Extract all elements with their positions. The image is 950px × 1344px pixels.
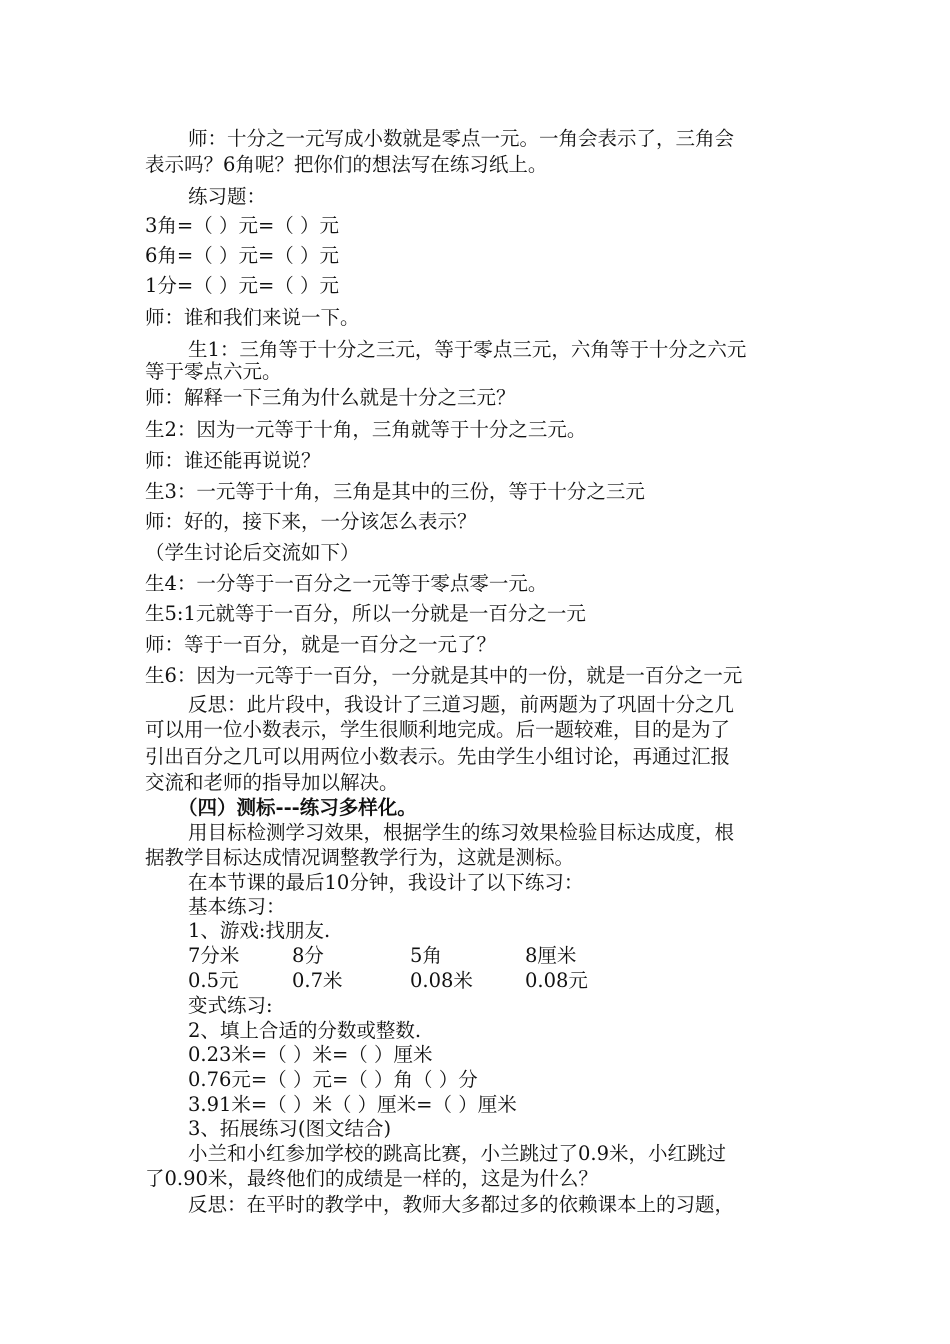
dialogue-line: 师：谁和我们来说一下。	[145, 306, 360, 329]
paragraph-line: 了0.90米，最终他们的成绩是一样的，这是为什么？	[145, 1167, 598, 1190]
exercise-line: 3角=（ ）元=（ ）元	[145, 214, 339, 237]
paragraph-line: 练习题：	[188, 185, 267, 208]
dialogue-line: 师：等于一百分，就是一百分之一元了？	[145, 633, 497, 656]
section-heading: （四）测标---练习多样化。	[178, 796, 417, 819]
reflection-line: 交流和老师的指导加以解决。	[145, 771, 399, 794]
dialogue-line: 师：好的，接下来，一分该怎么表示？	[145, 510, 477, 533]
dialogue-line: 生2：因为一元等于十角，三角就等于十分之三元。	[145, 418, 587, 441]
exercise-line: 6角=（ ）元=（ ）元	[145, 244, 339, 267]
reflection-line: 引出百分之几可以用两位小数表示。先由学生小组讨论，再通过汇报	[145, 745, 731, 768]
friends-cell: 8分	[292, 944, 324, 967]
exercise-title: 1、游戏:找朋友.	[188, 919, 331, 942]
dialogue-line: （学生讨论后交流如下）	[145, 541, 360, 564]
exercise-title: 3、拓展练习(图文结合)	[188, 1117, 392, 1140]
paragraph-line: 小兰和小红参加学校的跳高比赛，小兰跳过了0.9米，小红跳过	[188, 1142, 727, 1165]
paragraph-line: 在本节课的最后10分钟，我设计了以下练习：	[188, 871, 584, 894]
dialogue-line: 生3：一元等于十角，三角是其中的三份，等于十分之三元	[145, 480, 645, 503]
friends-cell: 5角	[410, 944, 442, 967]
friends-cell: 7分米	[188, 944, 240, 967]
dialogue-line: 生5:1元就等于一百分，所以一分就是一百分之一元	[145, 602, 586, 625]
exercise-title: 2、填上合适的分数或整数.	[188, 1019, 422, 1042]
subheading: 变式练习:	[188, 994, 273, 1017]
paragraph-line: 据教学目标达成情况调整教学行为，这就是测标。	[145, 846, 575, 869]
exercise-line: 0.23米=（ ）米=（ ）厘米	[188, 1043, 433, 1066]
dialogue-line: 师：谁还能再说说？	[145, 449, 321, 472]
dialogue-line: 生4：一分等于一百分之一元等于零点零一元。	[145, 572, 548, 595]
dialogue-line: 师：解释一下三角为什么就是十分之三元？	[145, 386, 516, 409]
friends-cell: 8厘米	[525, 944, 577, 967]
exercise-line: 3.91米=（ ）米（ ）厘米=（ ）厘米	[188, 1093, 517, 1116]
dialogue-line: 生1：三角等于十分之三元，等于零点三元，六角等于十分之六元	[188, 338, 747, 361]
paragraph-line: 师：十分之一元写成小数就是零点一元。一角会表示了，三角会	[188, 127, 735, 150]
friends-cell: 0.08元	[525, 969, 588, 992]
subheading: 基本练习：	[188, 895, 286, 918]
exercise-line: 0.76元=（ ）元=（ ）角（ ）分	[188, 1068, 478, 1091]
reflection-line: 可以用一位小数表示，学生很顺利地完成。后一题较难，目的是为了	[145, 718, 731, 741]
paragraph-line: 用目标检测学习效果，根据学生的练习效果检验目标达成度，根	[188, 821, 735, 844]
dialogue-line: 等于零点六元。	[145, 360, 282, 383]
friends-cell: 0.5元	[188, 969, 239, 992]
dialogue-line: 生6：因为一元等于一百分，一分就是其中的一份，就是一百分之一元	[145, 664, 743, 687]
reflection-line: 反思：此片段中，我设计了三道习题，前两题为了巩固十分之几	[188, 693, 735, 716]
friends-cell: 0.7米	[292, 969, 343, 992]
exercise-line: 1分=（ ）元=（ ）元	[145, 274, 339, 297]
paragraph-line: 表示吗？6角呢？把你们的想法写在练习纸上。	[145, 153, 548, 176]
reflection-line: 反思：在平时的教学中，教师大多都过多的依赖课本上的习题，	[188, 1193, 735, 1216]
friends-cell: 0.08米	[410, 969, 473, 992]
